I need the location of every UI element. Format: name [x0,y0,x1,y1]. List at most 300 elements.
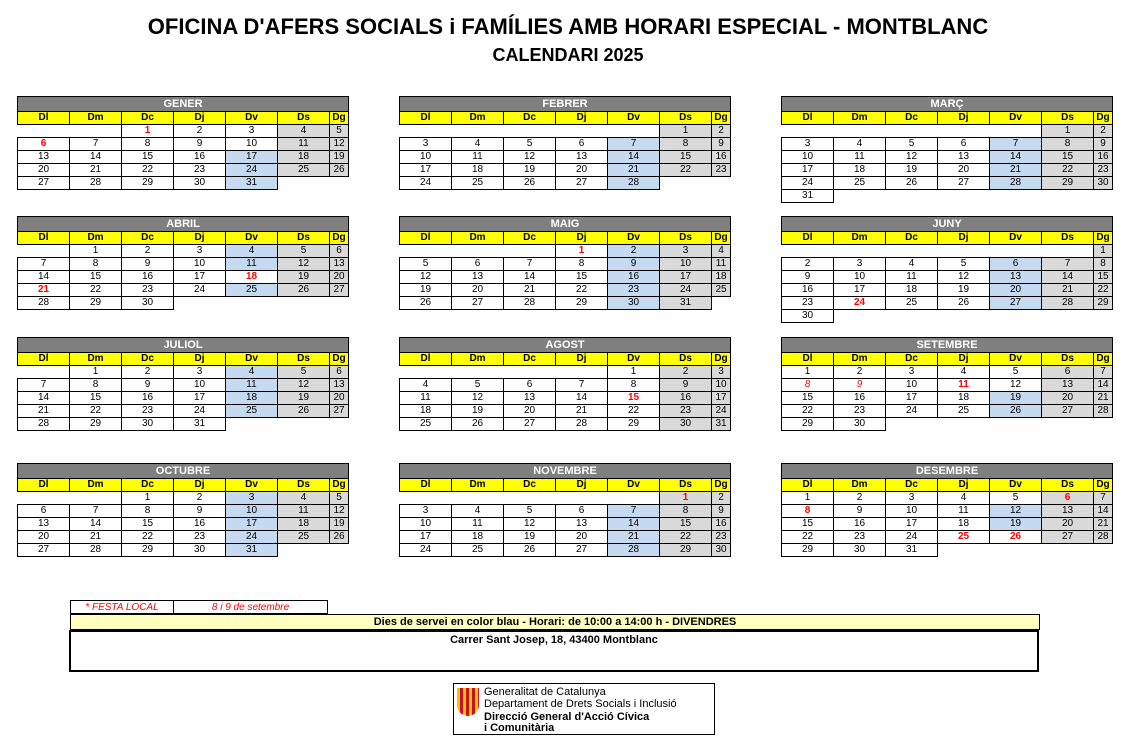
day-cell: 7 [608,505,660,518]
day-cell: 17 [174,271,226,284]
empty-cell [990,125,1042,138]
day-cell: 4 [886,258,938,271]
day-cell: 27 [556,544,608,557]
day-cell: 19 [990,392,1042,405]
weekday-header: Dv [990,112,1042,125]
legend-table [70,600,328,614]
day-cell: 18 [938,518,990,531]
month-name: JUNY [782,217,1113,232]
day-cell: 16 [1094,151,1113,164]
day-cell: 3 [226,125,278,138]
day-cell: 12 [990,379,1042,392]
day-cell: 24 [834,297,886,310]
day-cell: 12 [330,505,349,518]
empty-cell [504,366,556,379]
day-cell: 13 [556,151,608,164]
day-cell: 7 [608,138,660,151]
empty-cell [18,366,70,379]
day-cell: 2 [712,492,731,505]
month-novembre [399,463,731,557]
day-cell: 18 [834,164,886,177]
day-cell: 12 [278,258,330,271]
day-cell: 4 [226,245,278,258]
day-cell: 22 [70,405,122,418]
day-cell: 3 [226,492,278,505]
day-cell: 8 [556,258,608,271]
empty-cell [990,310,1042,323]
month-name: NOVEMBRE [400,464,731,479]
weekday-header: Dc [886,232,938,245]
day-cell: 20 [330,392,349,405]
day-cell: 26 [330,531,349,544]
weekday-header: Dv [990,232,1042,245]
day-cell: 5 [504,138,556,151]
day-cell: 15 [782,518,834,531]
empty-cell [556,366,608,379]
weekday-header: Dj [938,353,990,366]
weekday-header: Dj [174,479,226,492]
day-cell: 18 [226,392,278,405]
empty-cell [330,544,349,557]
day-cell: 3 [174,245,226,258]
day-cell: 29 [1094,297,1113,310]
day-cell: 21 [1094,518,1113,531]
empty-cell [18,125,70,138]
day-cell: 10 [660,258,712,271]
day-cell: 25 [400,418,452,431]
day-cell: 24 [400,544,452,557]
day-cell: 21 [608,164,660,177]
empty-cell [834,310,886,323]
weekday-header: Ds [1042,112,1094,125]
day-cell: 9 [122,258,174,271]
day-cell: 13 [452,271,504,284]
day-cell: 22 [660,531,712,544]
weekday-header: Dg [712,353,731,366]
day-cell: 7 [18,258,70,271]
day-cell: 6 [330,366,349,379]
day-cell: 26 [330,164,349,177]
day-cell: 30 [608,297,660,310]
month-name: DESEMBRE [782,464,1113,479]
day-cell: 14 [990,151,1042,164]
day-cell: 25 [938,531,990,544]
day-cell: 10 [834,271,886,284]
weekday-header: Dm [70,479,122,492]
logo-line-3: Direcció General d'Acció Cívica [484,711,650,723]
day-cell: 11 [400,392,452,405]
day-cell: 21 [1094,392,1113,405]
weekday-header: Dm [452,353,504,366]
day-cell: 27 [330,405,349,418]
day-cell: 24 [886,405,938,418]
weekday-header: Dc [122,353,174,366]
weekday-header: Dv [226,353,278,366]
empty-cell [938,544,990,557]
day-cell: 22 [660,164,712,177]
day-cell: 17 [712,392,731,405]
day-cell: 28 [504,297,556,310]
day-cell: 16 [834,392,886,405]
weekday-header: Dv [226,232,278,245]
weekday-header: Dg [330,112,349,125]
month-agost [399,337,731,431]
day-cell: 1 [1042,125,1094,138]
weekday-header: Dg [712,112,731,125]
empty-cell [1042,418,1094,431]
day-cell: 22 [782,405,834,418]
day-cell: 13 [1042,505,1094,518]
day-cell: 5 [330,492,349,505]
empty-cell [990,245,1042,258]
day-cell: 22 [1042,164,1094,177]
day-cell: 27 [990,297,1042,310]
day-cell: 15 [1042,151,1094,164]
day-cell: 4 [938,366,990,379]
weekday-header: Dj [174,232,226,245]
day-cell: 17 [226,151,278,164]
day-cell: 13 [18,518,70,531]
day-cell: 19 [400,284,452,297]
weekday-header: Dl [400,112,452,125]
day-cell: 17 [400,164,452,177]
day-cell: 15 [608,392,660,405]
day-cell: 14 [1042,271,1094,284]
empty-cell [452,245,504,258]
day-cell: 3 [834,258,886,271]
empty-cell [1094,418,1113,431]
day-cell: 6 [1042,492,1094,505]
weekday-header: Dl [782,112,834,125]
day-cell: 10 [400,518,452,531]
day-cell: 5 [938,258,990,271]
empty-cell [278,418,330,431]
day-cell: 6 [18,138,70,151]
page-title: OFICINA D'AFERS SOCIALS i FAMÍLIES AMB HORARI ESPECIAL - MONTBLANC [147,14,989,39]
day-cell: 16 [712,518,731,531]
day-cell: 8 [122,138,174,151]
day-cell: 12 [504,151,556,164]
festa-local-label: * FESTA LOCAL [71,601,174,614]
day-cell: 17 [834,284,886,297]
day-cell: 20 [1042,518,1094,531]
month-name: OCTUBRE [18,464,349,479]
empty-cell [1042,310,1094,323]
empty-cell [452,366,504,379]
day-cell: 7 [504,258,556,271]
day-cell: 5 [990,366,1042,379]
day-cell: 16 [660,392,712,405]
weekday-header: Dv [608,112,660,125]
day-cell: 14 [70,151,122,164]
day-cell: 21 [18,284,70,297]
day-cell: 26 [504,177,556,190]
day-cell: 14 [608,518,660,531]
day-cell: 13 [330,379,349,392]
day-cell: 18 [452,531,504,544]
day-cell: 26 [886,177,938,190]
generalitat-logo [453,683,715,735]
weekday-header: Dj [556,112,608,125]
weekday-header: Dj [938,232,990,245]
weekday-header: Dv [226,479,278,492]
day-cell: 26 [938,297,990,310]
day-cell: 15 [1094,271,1113,284]
day-cell: 20 [556,531,608,544]
day-cell: 19 [452,405,504,418]
logo-line-1: Generalitat de Catalunya [484,686,606,698]
day-cell: 24 [226,164,278,177]
day-cell: 11 [452,151,504,164]
month-name: FEBRER [400,97,731,112]
empty-cell [938,418,990,431]
weekday-header: Dl [782,479,834,492]
day-cell: 8 [782,379,834,392]
weekday-header: Dv [608,232,660,245]
day-cell: 17 [886,518,938,531]
day-cell: 29 [1042,177,1094,190]
empty-cell [70,492,122,505]
day-cell: 9 [834,505,886,518]
day-cell: 31 [660,297,712,310]
weekday-header: Dm [452,232,504,245]
day-cell: 9 [174,138,226,151]
day-cell: 26 [504,544,556,557]
page-subtitle: CALENDARI 2025 [492,45,644,65]
empty-cell [330,177,349,190]
weekday-header: Dm [834,112,886,125]
empty-cell [938,245,990,258]
day-cell: 25 [452,177,504,190]
empty-cell [1094,544,1113,557]
empty-cell [400,492,452,505]
day-cell: 24 [174,405,226,418]
empty-cell [990,418,1042,431]
day-cell: 31 [712,418,731,431]
day-cell: 11 [226,379,278,392]
day-cell: 21 [608,531,660,544]
day-cell: 23 [660,405,712,418]
month-name: MARÇ [782,97,1113,112]
day-cell: 3 [660,245,712,258]
day-cell: 28 [18,297,70,310]
day-cell: 21 [990,164,1042,177]
day-cell: 4 [226,366,278,379]
empty-cell [18,492,70,505]
day-cell: 19 [278,271,330,284]
month-name: ABRIL [18,217,349,232]
weekday-header: Dc [122,232,174,245]
day-cell: 6 [990,258,1042,271]
day-cell: 19 [278,392,330,405]
day-cell: 13 [938,151,990,164]
day-cell: 9 [712,505,731,518]
day-cell: 28 [70,177,122,190]
day-cell: 14 [70,518,122,531]
day-cell: 9 [1094,138,1113,151]
day-cell: 26 [278,284,330,297]
day-cell: 30 [1094,177,1113,190]
day-cell: 25 [712,284,731,297]
day-cell: 2 [712,125,731,138]
weekday-header: Dc [886,353,938,366]
month-octubre [17,463,349,557]
day-cell: 13 [990,271,1042,284]
weekday-header: Ds [1042,353,1094,366]
month-març [781,96,1113,203]
day-cell: 8 [782,505,834,518]
day-cell: 29 [660,544,712,557]
day-cell: 15 [660,518,712,531]
day-cell: 30 [174,544,226,557]
day-cell: 20 [504,405,556,418]
day-cell: 19 [990,518,1042,531]
day-cell: 11 [886,271,938,284]
day-cell: 23 [1094,164,1113,177]
empty-cell [556,492,608,505]
weekday-header: Ds [1042,232,1094,245]
day-cell: 3 [782,138,834,151]
day-cell: 23 [712,164,731,177]
day-cell: 22 [608,405,660,418]
day-cell: 14 [1094,505,1113,518]
day-cell: 14 [504,271,556,284]
day-cell: 16 [174,151,226,164]
day-cell: 18 [278,518,330,531]
empty-cell [1042,544,1094,557]
weekday-header: Dl [400,353,452,366]
day-cell: 11 [278,505,330,518]
day-cell: 1 [660,125,712,138]
day-cell: 1 [122,125,174,138]
day-cell: 3 [400,138,452,151]
day-cell: 11 [278,138,330,151]
day-cell: 22 [782,531,834,544]
day-cell: 3 [886,492,938,505]
empty-cell [1042,245,1094,258]
day-cell: 14 [608,151,660,164]
month-desembre [781,463,1113,557]
day-cell: 28 [18,418,70,431]
day-cell: 9 [712,138,731,151]
month-maig [399,216,731,310]
day-cell: 10 [782,151,834,164]
day-cell: 2 [122,245,174,258]
address-box: Carrer Sant Josep, 18, 43400 Montblanc [69,630,1039,672]
empty-cell [452,125,504,138]
empty-cell [1094,310,1113,323]
day-cell: 10 [174,258,226,271]
day-cell: 6 [556,138,608,151]
weekday-header: Ds [660,232,712,245]
weekday-header: Dg [712,232,731,245]
day-cell: 10 [886,379,938,392]
day-cell: 1 [122,492,174,505]
day-cell: 2 [122,366,174,379]
weekday-header: Dc [886,479,938,492]
day-cell: 21 [504,284,556,297]
day-cell: 30 [122,418,174,431]
day-cell: 14 [18,392,70,405]
empty-cell [174,297,226,310]
day-cell: 31 [782,190,834,203]
weekday-header: Dv [226,112,278,125]
weekday-header: Ds [660,112,712,125]
day-cell: 30 [834,544,886,557]
day-cell: 12 [938,271,990,284]
day-cell: 6 [1042,366,1094,379]
day-cell: 30 [174,177,226,190]
weekday-header: Dj [556,353,608,366]
day-cell: 4 [452,138,504,151]
day-cell: 15 [70,271,122,284]
day-cell: 18 [452,164,504,177]
weekday-header: Dj [556,479,608,492]
day-cell: 30 [834,418,886,431]
empty-cell [278,544,330,557]
day-cell: 16 [782,284,834,297]
day-cell: 3 [886,366,938,379]
weekday-header: Dg [1094,353,1113,366]
empty-cell [400,125,452,138]
weekday-header: Ds [1042,479,1094,492]
day-cell: 27 [556,177,608,190]
empty-cell [834,190,886,203]
empty-cell [400,245,452,258]
empty-cell [938,310,990,323]
day-cell: 28 [1094,531,1113,544]
day-cell: 12 [400,271,452,284]
empty-cell [400,366,452,379]
weekday-header: Dv [990,479,1042,492]
day-cell: 29 [122,177,174,190]
day-cell: 19 [330,518,349,531]
weekday-header: Dv [608,479,660,492]
day-cell: 7 [70,138,122,151]
weekday-header: Dg [330,232,349,245]
day-cell: 5 [278,245,330,258]
day-cell: 24 [660,284,712,297]
day-cell: 11 [938,379,990,392]
weekday-header: Dl [400,479,452,492]
day-cell: 28 [608,544,660,557]
day-cell: 5 [504,505,556,518]
weekday-header: Dc [122,112,174,125]
day-cell: 19 [504,164,556,177]
day-cell: 7 [1094,492,1113,505]
weekday-header: Dg [330,353,349,366]
weekday-header: Dl [782,232,834,245]
day-cell: 5 [330,125,349,138]
day-cell: 10 [226,138,278,151]
day-cell: 28 [1094,405,1113,418]
day-cell: 17 [660,271,712,284]
day-cell: 29 [782,418,834,431]
day-cell: 24 [400,177,452,190]
day-cell: 7 [70,505,122,518]
day-cell: 12 [452,392,504,405]
day-cell: 23 [174,531,226,544]
day-cell: 26 [990,405,1042,418]
day-cell: 15 [122,518,174,531]
day-cell: 21 [1042,284,1094,297]
day-cell: 22 [122,164,174,177]
day-cell: 29 [70,297,122,310]
day-cell: 29 [556,297,608,310]
empty-cell [712,297,731,310]
day-cell: 9 [782,271,834,284]
weekday-header: Dc [886,112,938,125]
